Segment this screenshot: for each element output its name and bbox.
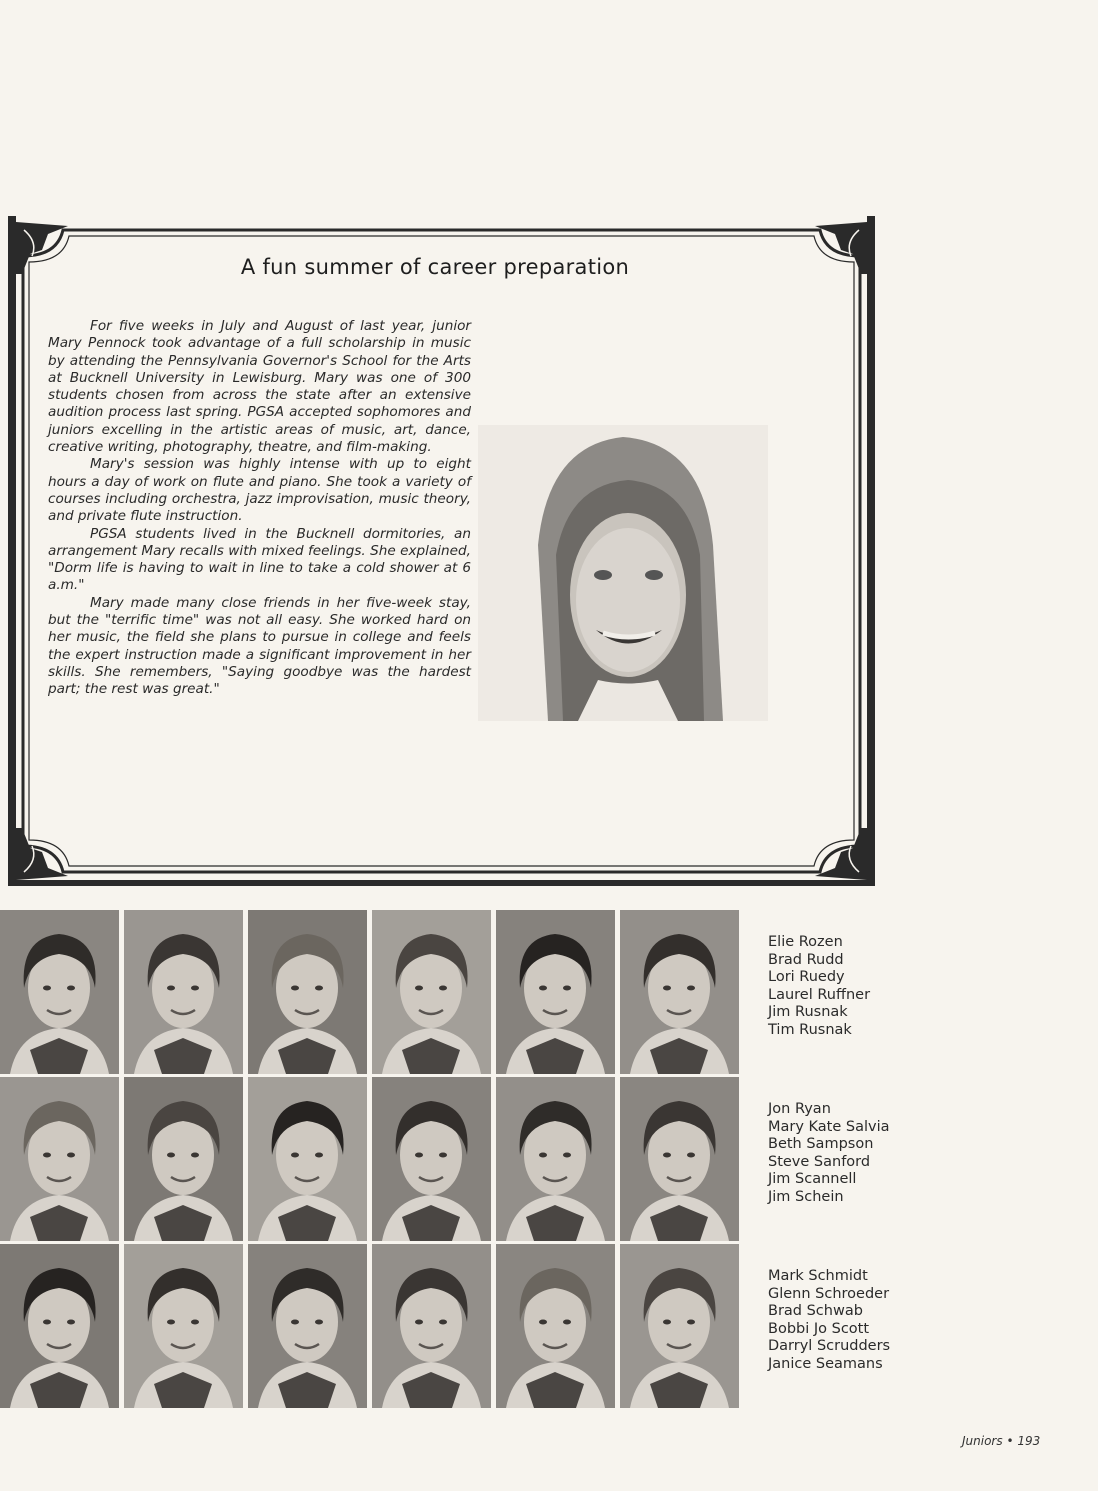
article-paragraph: Mary's session was highly intense with up to eight hours a day of work on flute and piano. She took a variety of courses including orchestra, jazz improvisation, music theory, and private flute instruction. bbox=[48, 456, 471, 525]
student-name: Tim Rusnak bbox=[768, 1021, 852, 1038]
student-portrait-photo bbox=[124, 1244, 243, 1408]
student-portrait-photo bbox=[372, 1244, 491, 1408]
student-name: Jim Schein bbox=[768, 1188, 844, 1205]
student-name: Steve Sanford bbox=[768, 1153, 871, 1170]
student-portrait-photo bbox=[0, 1244, 119, 1408]
feature-portrait-photo bbox=[478, 425, 768, 721]
portrait-grid bbox=[0, 910, 748, 1410]
footer-page-number: 193 bbox=[1017, 1434, 1041, 1448]
article-paragraph: Mary made many close friends in her five-week stay, but the "terrific time" was not all easy. She worked hard on her music, the field she plans to pursue in college and feels the expert instruction made a significant improvement in her skills. She remembers, "Saying goodbye was the hardest part; the rest was great." bbox=[48, 594, 471, 698]
student-name: Janice Seamans bbox=[768, 1355, 883, 1372]
student-name: Lori Ruedy bbox=[768, 969, 845, 986]
student-portrait-photo bbox=[620, 1077, 739, 1241]
student-name: Laurel Ruffner bbox=[768, 986, 871, 1003]
student-portrait-photo bbox=[620, 910, 739, 1074]
student-name: Glenn Schroeder bbox=[768, 1285, 890, 1302]
student-name: Brad Rudd bbox=[768, 951, 844, 968]
student-portrait-photo bbox=[620, 1244, 739, 1408]
student-portrait-photo bbox=[0, 910, 119, 1074]
student-portrait-photo bbox=[124, 1077, 243, 1241]
name-list-row-3 bbox=[768, 1268, 1008, 1374]
article-paragraph: PGSA students lived in the Bucknell dormitories, an arrangement Mary recalls with mixed feelings. She explained, "Dorm life is having to wait in line to take a cold shower at 6 a.m." bbox=[48, 525, 471, 594]
feature-article bbox=[48, 318, 471, 699]
student-portrait-photo bbox=[124, 910, 243, 1074]
student-portrait-photo bbox=[248, 1244, 367, 1408]
name-list-row-1 bbox=[768, 934, 1008, 1040]
student-portrait-photo bbox=[248, 1077, 367, 1241]
student-name: Jim Rusnak bbox=[768, 1004, 848, 1021]
student-portrait-photo bbox=[372, 1077, 491, 1241]
student-name: Darryl Scrudders bbox=[768, 1338, 891, 1355]
name-list-row-2 bbox=[768, 1101, 1008, 1207]
footer-section: Juniors bbox=[962, 1434, 1003, 1448]
student-portrait-photo bbox=[496, 1244, 615, 1408]
student-name: Jon Ryan bbox=[768, 1101, 831, 1117]
student-portrait-photo bbox=[248, 910, 367, 1074]
article-paragraph: For five weeks in July and August of last year, junior Mary Pennock took advantage of a full scholarship in music by attending the Pennsylvania Governor's School for the Arts at Bucknell University in Lewisburg. Mary was one of 300 students chosen from across the state after an extensive audition process last spring. PGSA accepted sophomores and juniors excelling in the artistic areas of music, art, dance, creative writing, photography, theatre, and film-making. bbox=[48, 318, 471, 456]
student-portrait-photo bbox=[0, 1077, 119, 1241]
student-portrait-photo bbox=[372, 910, 491, 1074]
page-footer bbox=[962, 1434, 1040, 1448]
student-portrait-photo bbox=[496, 1077, 615, 1241]
student-name: Bobbi Jo Scott bbox=[768, 1320, 870, 1337]
student-name: Beth Sampson bbox=[768, 1136, 874, 1153]
footer-separator: • bbox=[1006, 1434, 1014, 1448]
student-name: Mary Kate Salvia bbox=[768, 1118, 890, 1135]
student-name: Jim Scannell bbox=[768, 1171, 857, 1188]
student-name: Mark Schmidt bbox=[768, 1268, 868, 1284]
student-portrait-photo bbox=[496, 910, 615, 1074]
feature-title: A fun summer of career preparation bbox=[240, 255, 630, 279]
student-name: Brad Schwab bbox=[768, 1303, 863, 1320]
student-name: Elie Rozen bbox=[768, 934, 843, 950]
